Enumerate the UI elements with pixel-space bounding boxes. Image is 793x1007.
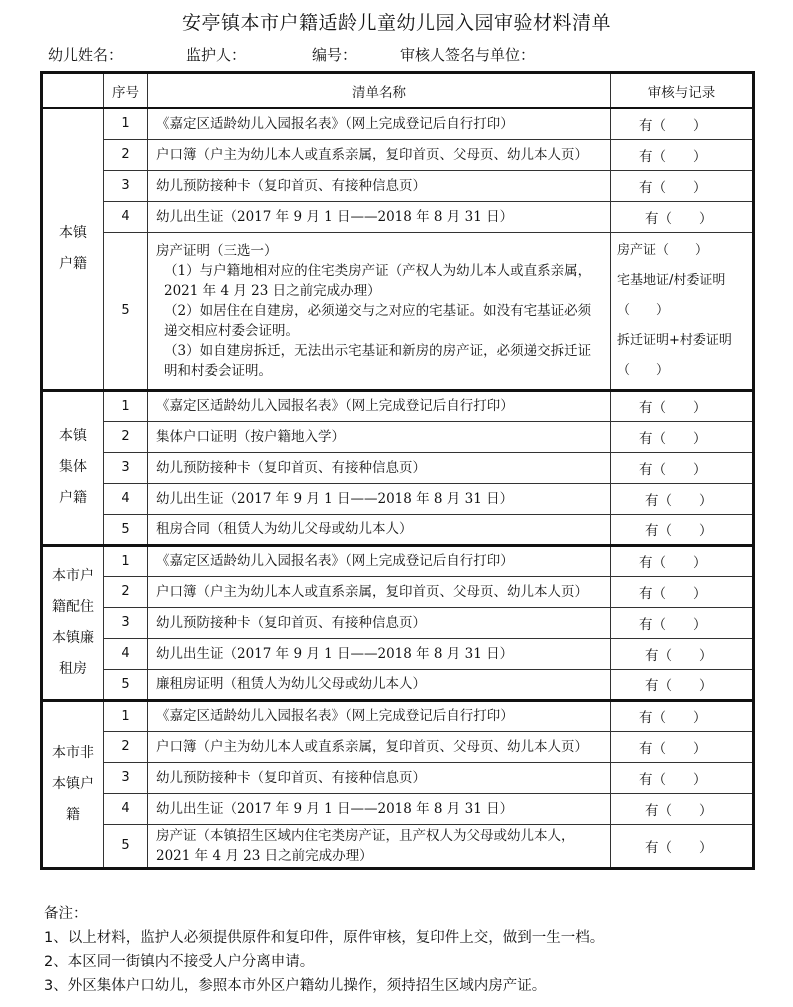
table-row <box>42 483 754 514</box>
seq-cell: 3 <box>104 452 148 483</box>
item-cell <box>148 232 611 390</box>
record-line: 拆迁证明+村委证明 <box>617 332 732 348</box>
table-row <box>42 731 754 762</box>
materials-table <box>40 71 755 870</box>
item-cell: 《嘉定区适龄幼儿入园报名表》（网上完成登记后自行打印） <box>148 390 611 421</box>
table-row <box>42 421 754 452</box>
item-cell: 《嘉定区适龄幼儿入园报名表》（网上完成登记后自行打印） <box>148 700 611 731</box>
table-row <box>42 638 754 669</box>
seq-cell: 2 <box>104 139 148 170</box>
table-row <box>42 452 754 483</box>
seq-cell: 5 <box>104 232 148 390</box>
header-category <box>42 73 104 109</box>
note-item: 2、本区同一街镇内不接受人户分离申请。 <box>44 954 315 970</box>
record-cell: 有（ ） <box>611 824 754 868</box>
table-row <box>42 669 754 700</box>
header-item-name: 清单名称 <box>148 73 611 109</box>
item-cell: 幼儿出生证（2017 年 9 月 1 日——2018 年 8 月 31 日） <box>148 793 611 824</box>
record-cell: 有（ ） <box>611 762 754 793</box>
item-cell: 幼儿预防接种卡（复印首页、有接种信息页） <box>148 607 611 638</box>
record-cell: 有（ ） <box>611 452 754 483</box>
number-label: 编号： <box>312 46 358 64</box>
seq-cell: 5 <box>104 514 148 545</box>
record-cell: 有（ ） <box>611 576 754 607</box>
record-cell: 有（ ） <box>611 669 754 700</box>
seq-cell: 3 <box>104 607 148 638</box>
seq-cell: 3 <box>104 762 148 793</box>
header-record: 审核与记录 <box>611 73 754 109</box>
table-row <box>42 232 754 390</box>
item-cell: 《嘉定区适龄幼儿入园报名表》（网上完成登记后自行打印） <box>148 108 611 139</box>
guardian-label: 监护人： <box>186 46 247 64</box>
table-row <box>42 108 754 139</box>
record-cell: 有（ ） <box>611 139 754 170</box>
category-cell <box>42 108 104 390</box>
record-cell: 有（ ） <box>611 201 754 232</box>
seq-cell: 4 <box>104 201 148 232</box>
record-cell: 有（ ） <box>611 731 754 762</box>
item-cell: 幼儿出生证（2017 年 9 月 1 日——2018 年 8 月 31 日） <box>148 638 611 669</box>
item-line: （2）如居住在自建房，必须递交与之对应的宅基证。如没有宅基证必须递交相应村委会证明。 <box>164 302 592 339</box>
record-cell: 有（ ） <box>611 545 754 576</box>
table-row <box>42 139 754 170</box>
seq-cell: 1 <box>104 108 148 139</box>
record-cell: 有（ ） <box>611 638 754 669</box>
note-item: 1、以上材料，监护人必须提供原件和复印件，原件审核，复印件上交，做到一生一档。 <box>44 930 605 946</box>
seq-cell: 5 <box>104 669 148 700</box>
record-cell: 有（ ） <box>611 514 754 545</box>
seq-cell: 2 <box>104 731 148 762</box>
item-cell: 户口簿（户主为幼儿本人或直系亲属，复印首页、父母页、幼儿本人页） <box>148 139 611 170</box>
item-line: 房产证明（三选一） <box>156 242 278 259</box>
header-seq: 序号 <box>104 73 148 109</box>
category-cell <box>42 700 104 868</box>
seq-cell: 4 <box>104 483 148 514</box>
item-cell: 集体户口证明（按户籍地入学） <box>148 421 611 452</box>
record-cell: 有（ ） <box>611 607 754 638</box>
record-line: （ ） <box>617 302 670 318</box>
notes-section <box>44 902 604 998</box>
table-row <box>42 201 754 232</box>
category-label: 本市户籍配住本镇廉租房 <box>52 567 94 677</box>
seq-cell: 4 <box>104 793 148 824</box>
category-cell <box>42 390 104 545</box>
item-cell: 幼儿预防接种卡（复印首页、有接种信息页） <box>148 762 611 793</box>
table-row <box>42 762 754 793</box>
table-row <box>42 514 754 545</box>
seq-cell: 2 <box>104 576 148 607</box>
category-cell <box>42 545 104 700</box>
table-row <box>42 545 754 576</box>
record-line: 房产证（ ） <box>617 242 709 258</box>
item-cell: 幼儿出生证（2017 年 9 月 1 日——2018 年 8 月 31 日） <box>148 483 611 514</box>
category-label: 本镇集体户籍 <box>59 428 87 506</box>
item-cell: 幼儿预防接种卡（复印首页、有接种信息页） <box>148 452 611 483</box>
document-title: 安亭镇本市户籍适龄儿童幼儿园入园审验材料清单 <box>181 12 611 34</box>
item-cell: 房产证（本镇招生区域内住宅类房产证，且产权人为父母或幼儿本人，2021 年 4 月 23 日之前完成办理） <box>148 824 611 868</box>
table-row <box>42 700 754 731</box>
record-cell: 有（ ） <box>611 421 754 452</box>
seq-cell: 2 <box>104 421 148 452</box>
record-cell: 有（ ） <box>611 108 754 139</box>
record-line: 宅基地证/村委证明 <box>617 272 726 288</box>
seq-cell: 4 <box>104 638 148 669</box>
item-cell: 廉租房证明（租赁人为幼儿父母或幼儿本人） <box>148 669 611 700</box>
category-label: 本镇户籍 <box>59 224 87 272</box>
record-cell: 有（ ） <box>611 700 754 731</box>
table-row <box>42 793 754 824</box>
record-cell: 有（ ） <box>611 793 754 824</box>
item-line: （3）如自建房拆迁，无法出示宅基证和新房的房产证，必须递交拆迁证明和村委会证明。 <box>164 342 592 379</box>
item-cell: 户口簿（户主为幼儿本人或直系亲属，复印首页、父母页、幼儿本人页） <box>148 731 611 762</box>
record-cell: 有（ ） <box>611 483 754 514</box>
item-cell: 《嘉定区适龄幼儿入园报名表》（网上完成登记后自行打印） <box>148 545 611 576</box>
category-label: 本市非本镇户籍 <box>52 744 94 823</box>
seq-cell: 3 <box>104 170 148 201</box>
item-cell: 幼儿出生证（2017 年 9 月 1 日——2018 年 8 月 31 日） <box>148 201 611 232</box>
table-row <box>42 390 754 421</box>
reviewer-label: 审核人签名与单位： <box>400 46 536 64</box>
record-cell: 有（ ） <box>611 170 754 201</box>
table-row <box>42 824 754 868</box>
item-line: （1）与户籍地相对应的住宅类房产证（产权人为幼儿本人或直系亲属，2021 年 4 月 23 日之前完成办理） <box>164 262 592 299</box>
item-cell: 租房合同（租赁人为幼儿父母或幼儿本人） <box>148 514 611 545</box>
note-item: 3、外区集体户口幼儿，参照本市外区户籍幼儿操作，须持招生区域内房产证。 <box>44 978 547 994</box>
item-cell: 户口簿（户主为幼儿本人或直系亲属，复印首页、父母页、幼儿本人页） <box>148 576 611 607</box>
child-name-label: 幼儿姓名： <box>48 46 124 64</box>
record-cell: 有（ ） <box>611 390 754 421</box>
seq-cell: 1 <box>104 700 148 731</box>
record-line: （ ） <box>617 362 670 378</box>
table-row <box>42 607 754 638</box>
table-row <box>42 170 754 201</box>
item-cell: 幼儿预防接种卡（复印首页、有接种信息页） <box>148 170 611 201</box>
seq-cell: 1 <box>104 545 148 576</box>
notes-heading: 备注： <box>44 906 88 922</box>
record-cell <box>611 232 754 390</box>
seq-cell: 5 <box>104 824 148 868</box>
seq-cell: 1 <box>104 390 148 421</box>
table-row <box>42 576 754 607</box>
